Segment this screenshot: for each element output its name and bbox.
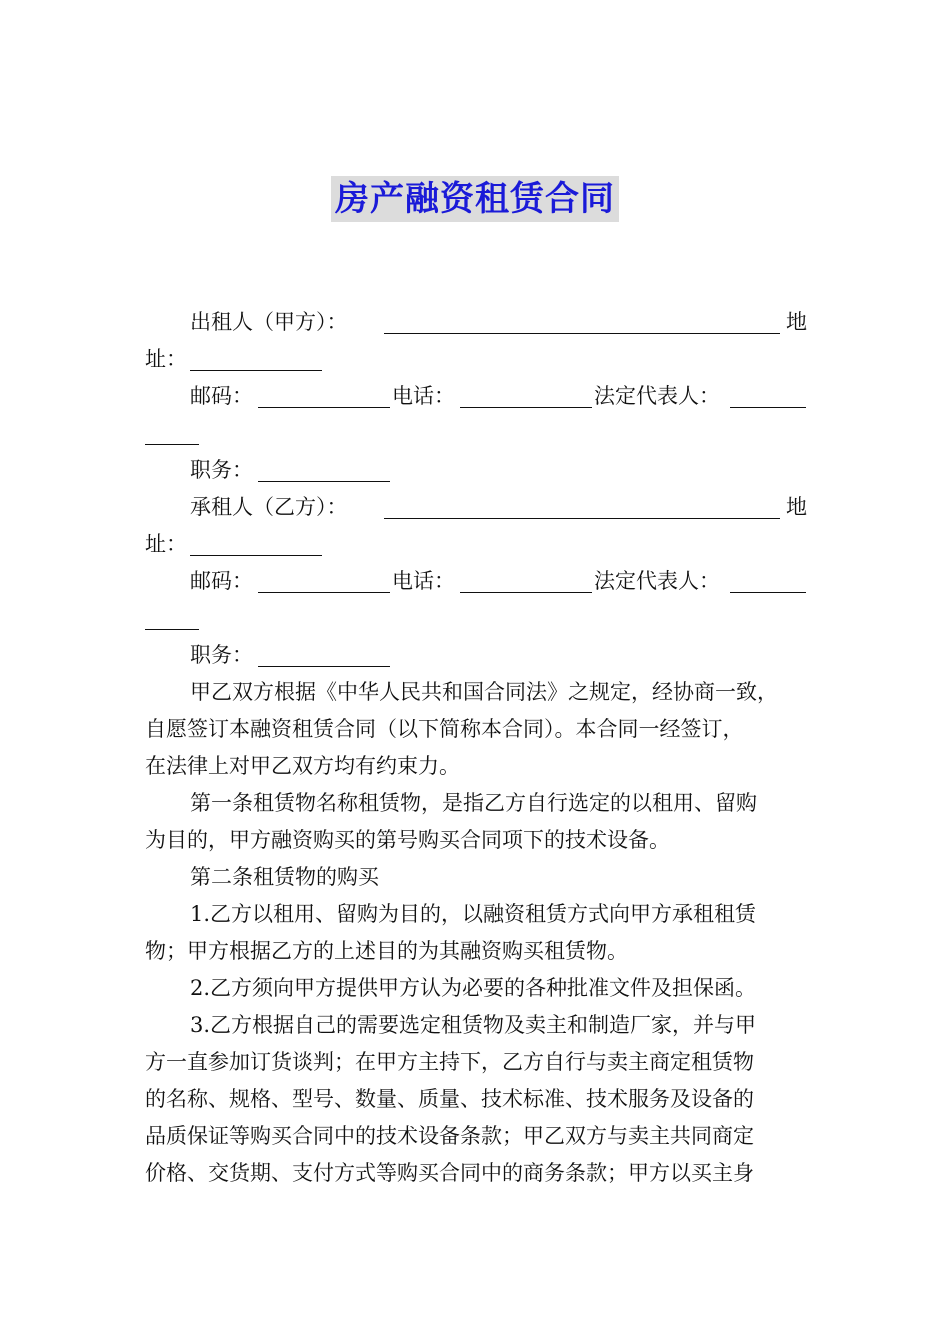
body-text: 自愿签订本融资租赁合同（以下简称本合同）。本合同一经签订，	[145, 717, 744, 741]
body-text: 在法律上对甲乙双方均有约束力。	[145, 754, 460, 778]
lessor-address-label-end: 址：	[145, 347, 187, 371]
body-text: 2.乙方须向甲方提供甲方认为必要的各种批准文件及担保函。	[190, 976, 757, 1000]
body-text: 3.乙方根据自己的需要选定租赁物及卖主和制造厂家，并与甲	[190, 1013, 757, 1037]
lessor-legal-rep-blank	[730, 385, 806, 408]
body-text: 方一直参加订货谈判；在甲方主持下，乙方自行与卖主商定租赁物	[145, 1050, 754, 1074]
body-text: 价格、交货期、支付方式等购买合同中的商务条款；甲方以买主身	[145, 1161, 754, 1185]
lessee-position-blank	[258, 644, 390, 667]
lessor-address-blank	[190, 348, 322, 371]
lessee-legal-rep-blank	[730, 570, 806, 593]
lessee-address-blank	[190, 533, 322, 556]
lessee-label: 承租人（乙方）：	[190, 495, 348, 519]
lessee-postcode-label: 邮码：	[190, 569, 253, 593]
lessor-label: 出租人（甲方）：	[190, 310, 348, 334]
section-heading: 第二条租赁物的购买	[190, 865, 379, 889]
body-text: 物；甲方根据乙方的上述目的为其融资购买租赁物。	[145, 939, 628, 963]
lessor-address-label-start: 地	[786, 310, 807, 334]
body-text: 为目的，甲方融资购买的第号购买合同项下的技术设备。	[145, 828, 670, 852]
lessor-phone-label: 电话：	[392, 384, 455, 408]
lessee-address-label-end: 址：	[145, 532, 187, 556]
lessor-legal-rep-blank-cont	[145, 422, 199, 445]
lessee-legal-rep-label: 法定代表人：	[594, 569, 720, 593]
lessee-phone-blank	[460, 570, 592, 593]
lessee-position-label: 职务：	[190, 643, 253, 667]
lessor-position-blank	[258, 459, 390, 482]
lessor-position-label: 职务：	[190, 458, 253, 482]
lessor-postcode-blank	[258, 385, 390, 408]
body-text: 品质保证等购买合同中的技术设备条款；甲乙双方与卖主共同商定	[145, 1124, 754, 1148]
lessee-name-blank	[384, 496, 780, 519]
lessee-legal-rep-blank-cont	[145, 607, 199, 630]
body-text: 的名称、规格、型号、数量、质量、技术标准、技术服务及设备的	[145, 1087, 754, 1111]
lessee-address-label-start: 地	[786, 495, 807, 519]
body-text: 1.乙方以租用、留购为目的，以融资租赁方式向甲方承租租赁	[190, 902, 757, 926]
lessor-name-blank	[384, 311, 780, 334]
lessee-phone-label: 电话：	[392, 569, 455, 593]
lessor-legal-rep-label: 法定代表人：	[594, 384, 720, 408]
body-text: 第一条租赁物名称租赁物，是指乙方自行选定的以租用、留购	[190, 791, 757, 815]
lessor-phone-blank	[460, 385, 592, 408]
body-text: 甲乙双方根据《中华人民共和国合同法》之规定，经协商一致，	[190, 680, 778, 704]
lessor-postcode-label: 邮码：	[190, 384, 253, 408]
document-title: 房产融资租赁合同	[331, 176, 619, 222]
lessee-postcode-blank	[258, 570, 390, 593]
